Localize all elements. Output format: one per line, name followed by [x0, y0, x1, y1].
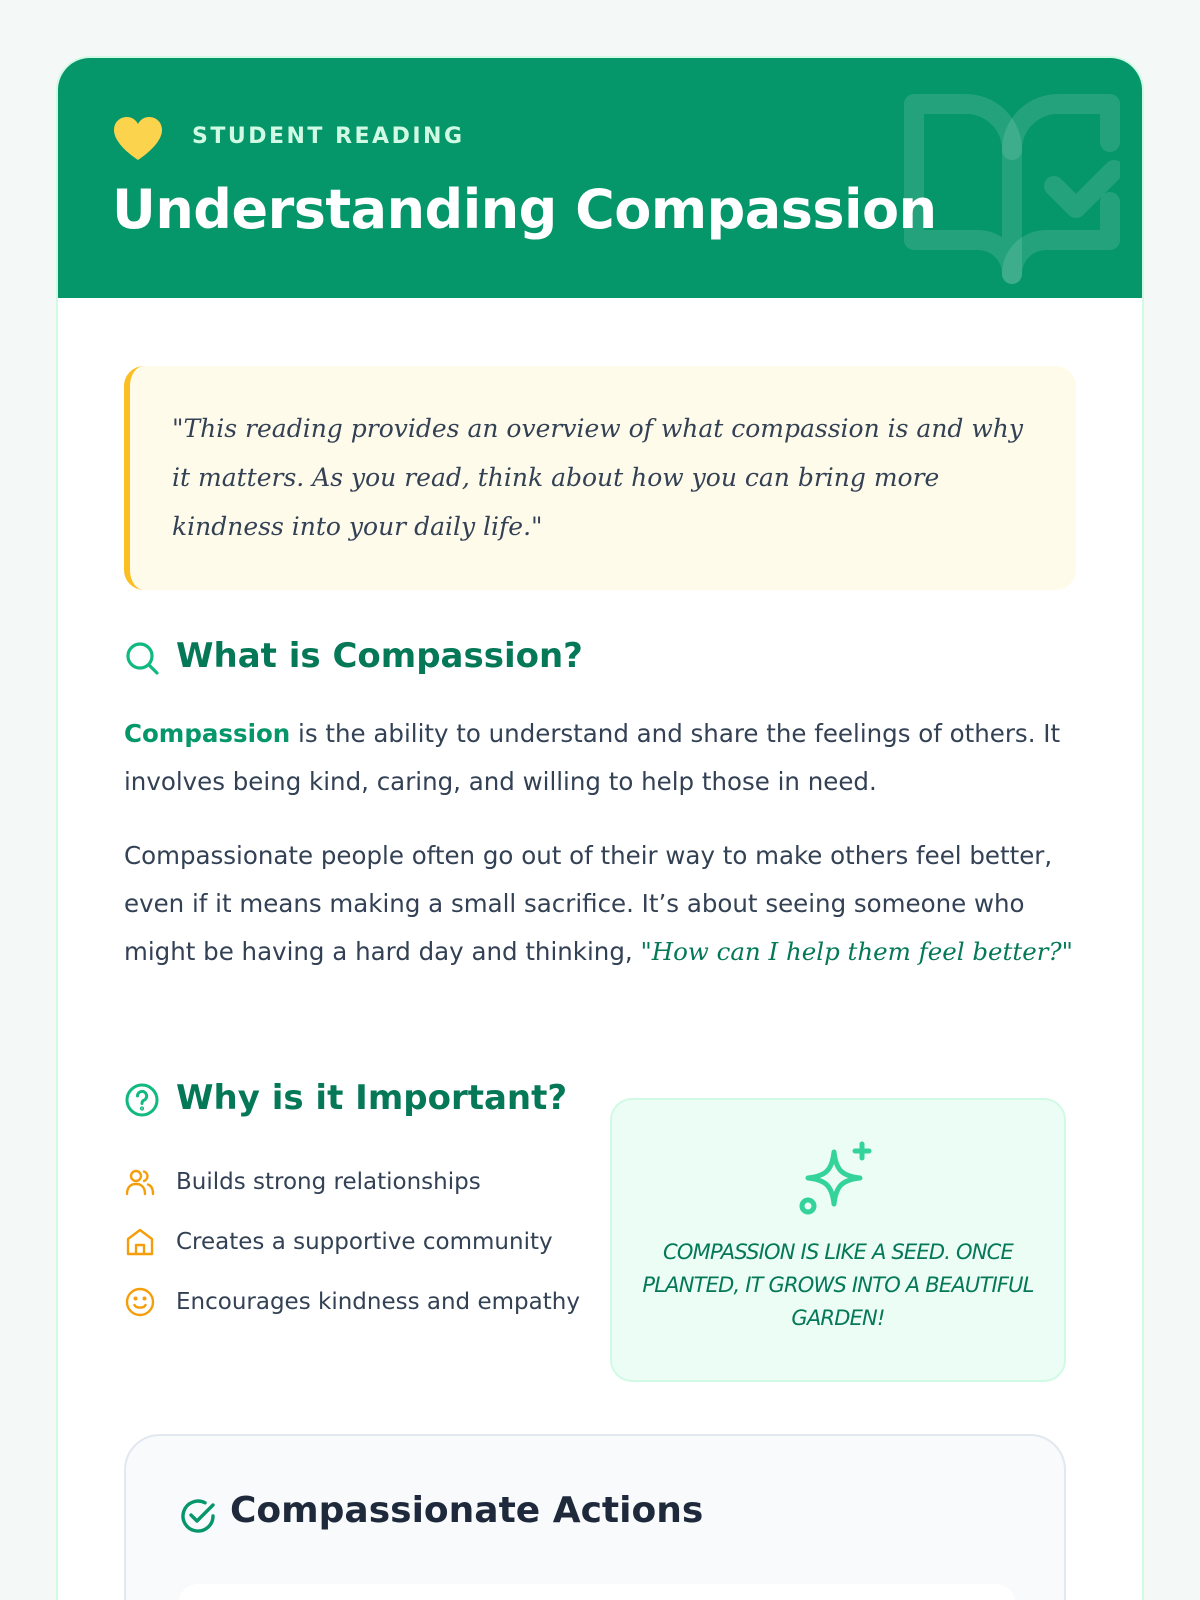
actions-heading: Compassionate Actions — [230, 1490, 704, 1531]
definition-text: is the ability to understand and share the feelings of others. It involves being kind, caring, and willing to help those in need. — [124, 719, 1061, 796]
eyebrow-label: STUDENT READING — [192, 124, 465, 149]
sparkle-icon — [796, 1140, 880, 1220]
card-header — [58, 58, 1142, 298]
question-circle-icon — [124, 1082, 160, 1118]
action-card — [178, 1584, 1016, 1600]
smile-icon — [124, 1286, 156, 1318]
actions-panel — [124, 1434, 1066, 1600]
what-heading: What is Compassion? — [176, 636, 583, 676]
check-circle-icon — [178, 1496, 218, 1536]
list-item — [124, 1282, 594, 1322]
definition-paragraph — [124, 710, 1084, 806]
explanation-paragraph — [124, 832, 1084, 976]
list-item — [124, 1162, 594, 1202]
explanation-text: Compassionate people often go out of their way to make others feel better, even if it means making a small sacrifice. It’s about seeing someone who might be having a hard day and thinking, — [124, 841, 1053, 966]
book-check-icon — [904, 94, 1120, 284]
explanation-quote: "How can I help them feel better?" — [640, 937, 1073, 966]
search-icon — [124, 640, 160, 676]
tip-text: COMPASSION IS LIKE A SEED. ONCE PLANTED, IT GROWS INTO A BEAUTIFUL GARDEN! — [642, 1240, 1034, 1330]
users-icon — [124, 1166, 156, 1198]
page-title: Understanding Compassion — [112, 178, 937, 241]
heart-icon — [112, 116, 164, 162]
importance-list — [124, 1162, 594, 1322]
reading-card — [56, 56, 1144, 1600]
list-item — [124, 1222, 594, 1262]
list-item-label: Creates a supportive community — [176, 1229, 553, 1255]
tip-box — [610, 1098, 1066, 1382]
home-icon — [124, 1226, 156, 1258]
why-heading: Why is it Important? — [176, 1078, 568, 1118]
list-item-label: Builds strong relationships — [176, 1169, 481, 1195]
term-highlight: Compassion — [124, 719, 291, 748]
list-item-label: Encourages kindness and empathy — [176, 1289, 580, 1315]
intro-quote: "This reading provides an overview of what compassion is and why it matters. As you read, think about how you can bring more kindness into your daily life." — [124, 366, 1076, 590]
